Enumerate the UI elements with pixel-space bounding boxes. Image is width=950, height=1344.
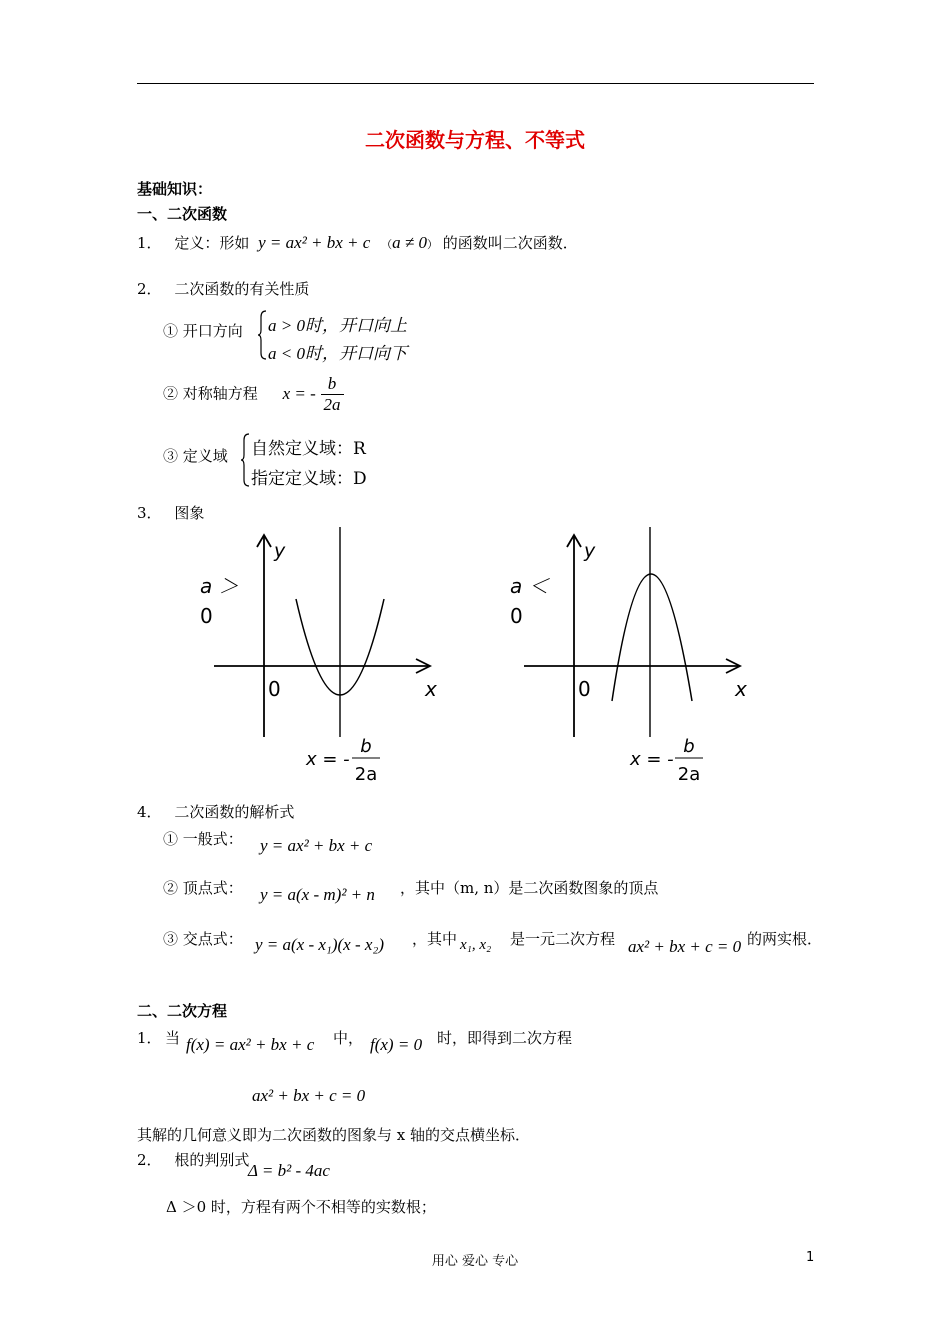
axis-fraction xyxy=(321,374,344,415)
discriminant-heading: 根的判别式 xyxy=(174,1151,250,1169)
page-title: 二次函数与方程、不等式 xyxy=(365,128,585,152)
page-number: 1 xyxy=(806,1250,815,1265)
vertex-form-formula: y = a(x - m)² + n xyxy=(260,885,375,904)
domain-label: ③ 定义域 xyxy=(163,447,228,465)
a-sign-zero: 0 xyxy=(200,604,213,628)
y-axis-label: y xyxy=(274,540,286,562)
a-sign-zero: 0 xyxy=(510,604,523,628)
graph-fraction-denominator: 2a xyxy=(677,764,701,785)
header-rule xyxy=(137,83,814,84)
discriminant-positive-case: Δ ＞0 时，方程有两个不相等的实数根； xyxy=(166,1198,436,1216)
axis-lhs: x = - xyxy=(282,383,316,403)
a-sign-label: a ＜ xyxy=(510,574,549,598)
intercept-form-roots: x₁, x₂ xyxy=(460,937,492,953)
graph-axis-lhs: x = - xyxy=(630,749,674,770)
item-number: 4． xyxy=(137,803,162,821)
graph-fraction-numerator: b xyxy=(360,736,372,757)
intercept-form-formula: y = a(x - x₁)(x - x₂) xyxy=(255,935,384,954)
axis-line xyxy=(163,374,344,415)
opening-case-positive: a > 0时，开口向上 xyxy=(268,316,407,335)
graph-fraction-numerator: b xyxy=(683,736,695,757)
basic-heading: 基础知识： xyxy=(137,180,213,198)
geometric-meaning: 其解的几何意义即为二次函数的图象与 x 轴的交点横坐标． xyxy=(137,1126,530,1144)
equation-condition: f(x) = 0 xyxy=(370,1035,423,1054)
graph-fraction-denominator: 2a xyxy=(354,764,378,785)
opening-case-negative: a < 0时，开口向下 xyxy=(268,344,407,363)
graph-heading-line xyxy=(137,502,204,523)
parabola-graph-up xyxy=(190,525,490,795)
footer-motto: 用心 爱心 专心 xyxy=(431,1254,519,1269)
graph-heading: 图象 xyxy=(174,504,205,522)
x-axis-label: x xyxy=(425,677,437,701)
section2-heading: 二、二次方程 xyxy=(137,1002,228,1020)
general-form-formula: y = ax² + bx + c xyxy=(260,836,373,855)
axis-label: ② 对称轴方程 xyxy=(163,384,258,403)
equation-mid: 中， xyxy=(333,1029,364,1047)
a-sign-label: a ＞ xyxy=(200,574,239,598)
origin-label: 0 xyxy=(268,677,281,701)
properties-heading-line xyxy=(137,278,309,299)
forms-heading-line xyxy=(137,801,294,822)
discriminant-heading-line xyxy=(137,1149,249,1170)
definition-formula: y = ax² + bx + c xyxy=(258,233,371,252)
intercept-form-mid: ，其中 xyxy=(412,930,458,948)
section1-heading: 一、二次函数 xyxy=(137,205,228,223)
vertex-form-label: ② 顶点式： xyxy=(163,879,243,897)
x-axis-label: x xyxy=(735,677,747,701)
equation-when: 当 xyxy=(165,1029,181,1047)
item-number: 2． xyxy=(137,280,162,298)
definition-line: 1． 定义：形如 y = ax² + bx + c （a ≠ 0） 的函数叫二次函数． xyxy=(137,233,578,252)
origin-label: 0 xyxy=(578,677,591,701)
intercept-form-equation: ax² + bx + c = 0 xyxy=(628,937,742,956)
left-brace xyxy=(258,309,268,361)
graph-axis-lhs: x = - xyxy=(306,749,350,770)
equation-item-number: 1． xyxy=(137,1029,162,1047)
item-number: 3． xyxy=(137,504,162,522)
item-number: 1． xyxy=(137,234,162,252)
vertex-form-note: ，其中（m, n）是二次函数图象的顶点 xyxy=(400,879,659,897)
intercept-form-mid2: 是一元二次方程 xyxy=(510,930,616,948)
domain-natural: 自然定义域：R xyxy=(251,439,366,459)
y-axis-label: y xyxy=(584,540,596,562)
parabola-curve xyxy=(612,574,692,701)
left-brace xyxy=(241,432,251,488)
parabola-graph-down xyxy=(500,525,800,795)
definition-prefix: 定义：形如 xyxy=(174,234,250,252)
equation-suffix: 时，即得到二次方程 xyxy=(437,1029,573,1047)
definition-suffix: 的函数叫二次函数． xyxy=(442,234,578,252)
domain-specified: 指定定义域：D xyxy=(251,469,367,489)
definition-condition: a ≠ 0 xyxy=(392,233,427,252)
intercept-form-label: ③ 交点式： xyxy=(163,930,243,948)
item-number: 2． xyxy=(137,1151,162,1169)
forms-heading: 二次函数的解析式 xyxy=(174,803,295,821)
intercept-form-suffix: 的两实根． xyxy=(747,930,823,948)
discriminant-formula: Δ = b² - 4ac xyxy=(248,1161,330,1180)
properties-heading: 二次函数的有关性质 xyxy=(174,280,310,298)
fraction-numerator: b xyxy=(321,374,344,395)
general-form-label: ① 一般式： xyxy=(163,830,243,848)
fraction-denominator: 2a xyxy=(323,395,341,414)
quadratic-equation: ax² + bx + c = 0 xyxy=(252,1086,366,1105)
equation-function: f(x) = ax² + bx + c xyxy=(186,1035,315,1054)
opening-direction-label: ① 开口方向 xyxy=(163,322,243,340)
